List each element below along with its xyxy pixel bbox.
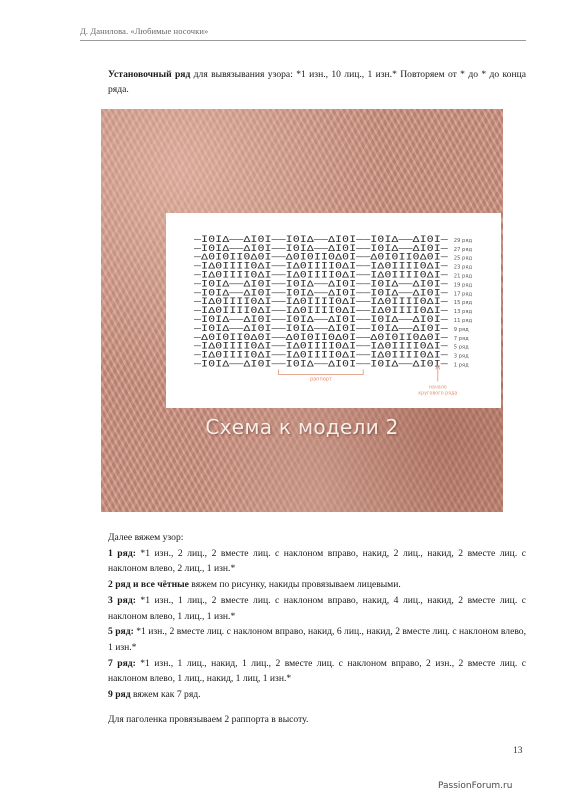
row-label: 7 ряд [453, 335, 469, 342]
row-label: 13 ряд [453, 309, 473, 316]
row-label: 19 ряд [453, 282, 473, 289]
chart-row: —I∆0IIII0∆I——I∆0IIII0∆I——I∆0IIII0∆I— [194, 270, 449, 281]
row-1-text: *1 изн., 2 лиц., 2 вместе лиц. с наклоном вправо, накид, 2 лиц., накид, 2 вместе лиц. с наклоном влево, 2 лиц., 1 изн.* [108, 547, 526, 575]
row-label: 5 ряд [453, 344, 469, 351]
chart-row: —I0I∆——∆I0I——I0I∆——∆I0I——I0I∆——∆I0I— [194, 288, 449, 299]
start-label-line1: начало [428, 385, 447, 391]
chart-row: —I0I∆——∆I0I——I0I∆——∆I0I——I0I∆——∆I0I— [194, 359, 449, 370]
instructions-intro: Далее вяжем узор: [108, 532, 184, 543]
knitted-fabric-photo [101, 109, 503, 512]
row-label: 17 ряд [453, 291, 473, 298]
row-2-text: вяжем по рисунку, накиды провязываем лицевыми. [188, 579, 401, 591]
row-7-instruction [80, 656, 526, 687]
row-label: 21 ряд [453, 273, 473, 280]
final-instruction: Для паголенка провязываем 2 раппорта в высоту. [108, 713, 309, 725]
row-3-text: *1 изн., 1 лиц., 2 вместе лиц. с наклоном вправо, накид, 4 лиц., накид, 2 вместе лиц. с наклоном влево, 1 лиц., 1 изн.* [108, 594, 526, 622]
row-9-instruction [80, 687, 526, 703]
repeat-bracket [279, 370, 364, 375]
row-1-label: 1 ряд: [108, 547, 136, 559]
row-9-label: 9 ряд [108, 689, 131, 701]
row-7-text: *1 изн., 1 лиц., накид, 1 лиц., 2 вместе лиц. с наклоном вправо, 2 изн., 2 вместе лиц. с наклоном влево, 1 лиц., накид, 1 лиц, 1 изн.* [108, 657, 526, 685]
knitting-chart [166, 213, 501, 408]
paragraph-gap [80, 703, 526, 712]
row-5-label: 5 ряд: [108, 626, 134, 638]
row-5-text: *1 изн., 2 вместе лиц. с наклоном вправо, накид, 6 лиц., накид, 2 вместе лиц. с наклоном влево, 1 изн.* [108, 626, 526, 653]
row-9-text: вяжем как 7 ряд. [130, 689, 201, 701]
repeat-label: раппорт [309, 376, 332, 383]
intro-text: для вывязывания узора: *1 изн., 10 лиц., 1 изн.* Повторяем от * до * до конца ряда. [108, 69, 527, 95]
chart-caption: Схема к модели 2 [205, 415, 399, 439]
chart-row: —∆0I0II0∆0I——∆0I0II0∆0I——∆0I0II0∆0I— [194, 252, 449, 263]
row-2-instruction [80, 577, 526, 593]
intro-bold-term: Установочный ряд [108, 69, 191, 80]
row-3-instruction [80, 593, 526, 624]
row-label: 23 ряд [453, 264, 473, 271]
chart-row: —I∆0IIII0∆I——I∆0IIII0∆I——I∆0IIII0∆I— [194, 350, 449, 361]
running-header: Д. Данилова. «Любимые носочки» [80, 26, 209, 36]
row-label: 3 ряд [453, 353, 469, 360]
chart-row: —I0I∆——∆I0I——I0I∆——∆I0I——I0I∆——∆I0I— [194, 243, 449, 254]
row-label: 11 ряд [453, 318, 473, 325]
chart-row: —I0I∆——∆I0I——I0I∆——∆I0I——I0I∆——∆I0I— [194, 234, 449, 245]
intro-paragraph [80, 67, 526, 97]
row-3-label: 3 ряд: [108, 594, 136, 606]
header-rule [80, 40, 526, 41]
row-label: 29 ряд [453, 237, 473, 244]
row-label: 1 ряд [453, 362, 469, 369]
start-label-line2: кругового ряда [418, 391, 458, 397]
pattern-instructions [80, 530, 526, 727]
chart-row: —I∆0IIII0∆I——I∆0IIII0∆I——I∆0IIII0∆I— [194, 341, 449, 352]
chart-row: —I0I∆——∆I0I——I0I∆——∆I0I——I0I∆——∆I0I— [194, 315, 449, 326]
chart-row: —I∆0IIII0∆I——I∆0IIII0∆I——I∆0IIII0∆I— [194, 297, 449, 308]
row-5-instruction [80, 624, 526, 655]
knitting-chart-card [166, 213, 501, 408]
row-1-instruction [80, 546, 526, 577]
row-label: 15 ряд [453, 300, 473, 307]
chart-row: —∆0I0II0∆0I——∆0I0II0∆0I——∆0I0II0∆0I— [194, 332, 449, 343]
row-label: 25 ряд [453, 255, 473, 262]
row-label: 9 ряд [453, 326, 469, 333]
chart-row: —I0I∆——∆I0I——I0I∆——∆I0I——I0I∆——∆I0I— [194, 323, 449, 334]
chart-row: —I0I∆——∆I0I——I0I∆——∆I0I——I0I∆——∆I0I— [194, 279, 449, 290]
row-2-label: 2 ряд и все чётные [108, 579, 189, 591]
site-watermark: PassionForum.ru [438, 781, 513, 791]
row-7-label: 7 ряд: [108, 657, 136, 669]
chart-row: —I∆0IIII0∆I——I∆0IIII0∆I——I∆0IIII0∆I— [194, 261, 449, 272]
page-number: 13 [513, 746, 523, 756]
row-label: 27 ряд [453, 246, 473, 253]
chart-row: —I∆0IIII0∆I——I∆0IIII0∆I——I∆0IIII0∆I— [194, 306, 449, 317]
